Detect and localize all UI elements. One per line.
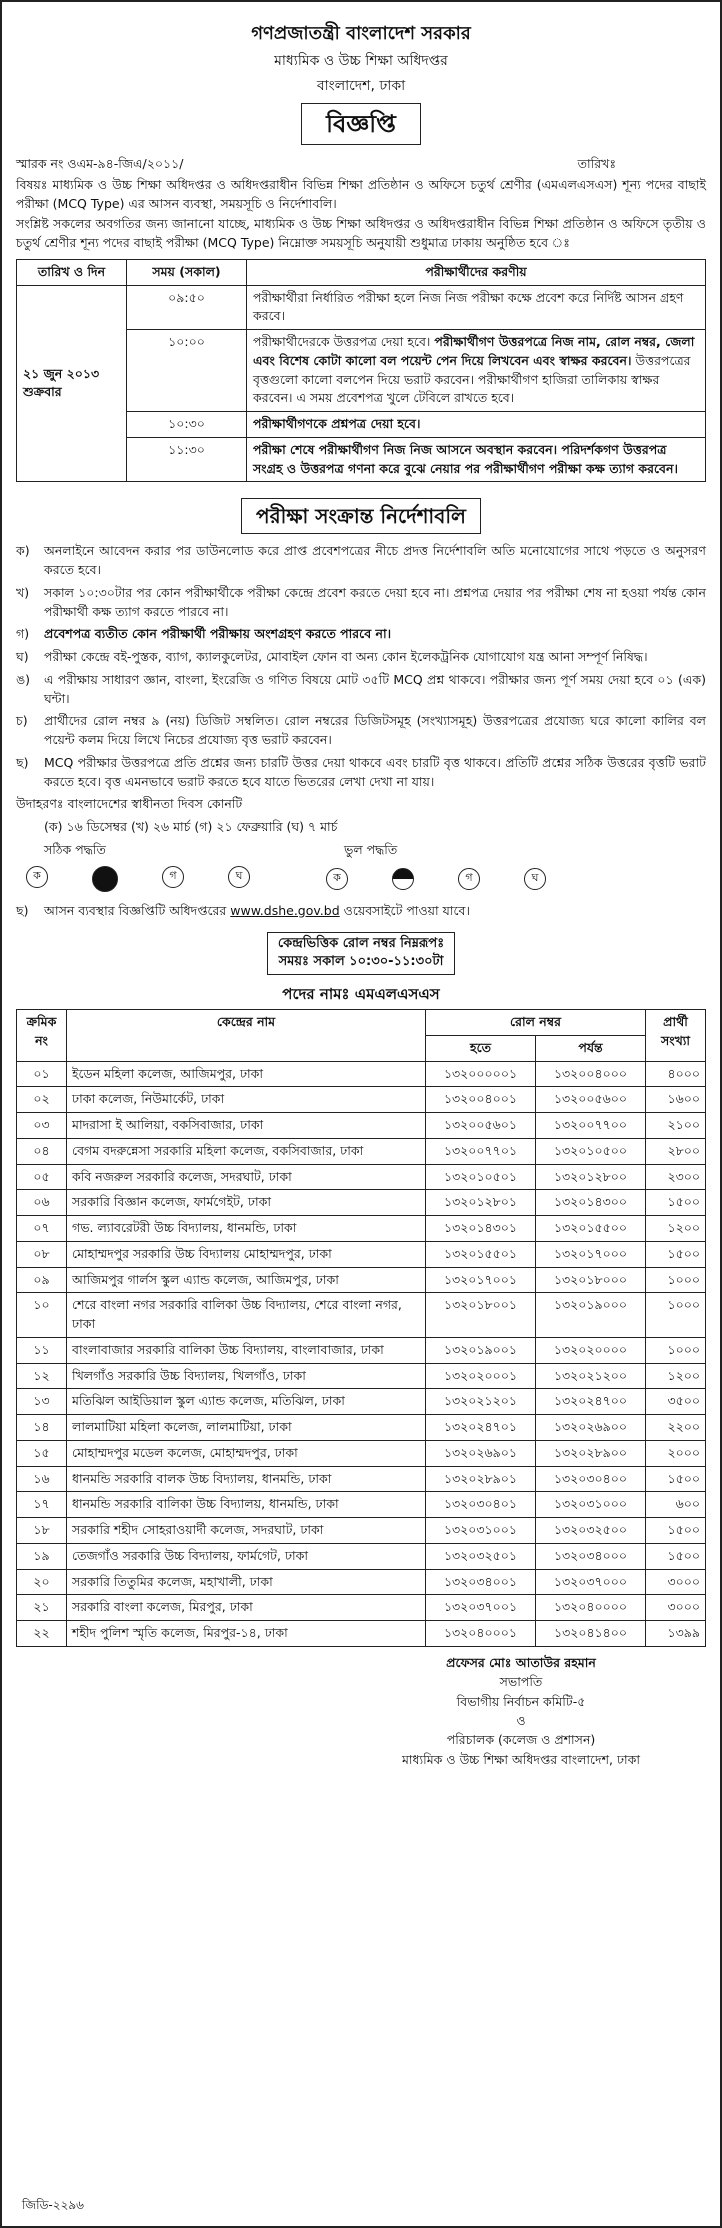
schedule-header-date: তারিখ ও দিন	[17, 259, 127, 285]
roll-center-name: শেরে বাংলা নগর সরকারি বালিকা উচ্চ বিদ্যালয়, শেরে বাংলা নগর, ঢাকা	[67, 1293, 426, 1338]
roll-count: ১৫০০	[646, 1543, 706, 1569]
roll-center-name: মোহাম্মদপুর মডেল কলেজ, মোহাম্মদপুর, ঢাকা	[67, 1440, 426, 1466]
bubble-gha: ঘ	[228, 866, 250, 888]
instruction-key: ঘ)	[16, 649, 29, 664]
roll-from: ১৩২০২৮৯০১	[426, 1466, 536, 1492]
roll-center-name: কবি নজরুল সরকারি কলেজ, সদরঘাট, ঢাকা	[67, 1164, 426, 1190]
roll-from: ১৩২০২০০০১	[426, 1363, 536, 1389]
roll-serial: ০৩	[17, 1113, 67, 1139]
roll-serial: ১১	[17, 1337, 67, 1363]
roll-serial: ০১	[17, 1061, 67, 1087]
roll-center-name: খিলগাঁও সরকারি উচ্চ বিদ্যালয়, খিলগাঁও, ঢাকা	[67, 1363, 426, 1389]
roll-count: ৩০০০	[646, 1569, 706, 1595]
roll-center-name: তেজগাঁও সরকারি উচ্চ বিদ্যালয়, ফার্মগেট, ঢাকা	[67, 1543, 426, 1569]
signatory-role-3: পরিচালক (কলেজ ও প্রশাসন)	[446, 1732, 596, 1748]
roll-count: ১৬০০	[646, 1087, 706, 1113]
example-options: (ক) ১৬ ডিসেম্বর (খ) ২৬ মার্চ (গ) ২১ ফেব্রুয়ারি (ঘ) ৭ মার্চ	[44, 819, 338, 834]
roll-from: ১৩২০১৯০০১	[426, 1337, 536, 1363]
instruction-text: MCQ পরীক্ষার উত্তরপত্রে প্রতি প্রশ্নের জন্য চারটি উত্তর দেয়া থাকবে এবং চারটি বৃত্ত থাকবে। প্রতিটি প্রশ্নের সঠিক উত্তরের বৃত্তটি ভরাট করতে হবে। বৃত্ত এমনভাবে ভরাট করতে হবে যাতে ভিতরের লেখা দেখা না যায়।	[44, 754, 706, 789]
roll-count: ১৫০০	[646, 1466, 706, 1492]
roll-serial: ২১	[17, 1595, 67, 1621]
table-row	[17, 1363, 706, 1389]
gd-number: জিডি-২২৯৬	[22, 2198, 84, 2212]
instruction-key: ছ)	[16, 754, 29, 770]
roll-header-from: হতে	[426, 1035, 536, 1061]
roll-from: ১৩২০৩১০০১	[426, 1518, 536, 1544]
website-text-after: ওয়েবসাইটে পাওয়া যাবে।	[339, 902, 470, 918]
instruction-key: ঙ)	[16, 671, 31, 687]
schedule-header-action: পরীক্ষার্থীদের করণীয়	[247, 259, 706, 285]
table-row	[17, 1138, 706, 1164]
roll-to: ১৩২০৩০৪০০	[536, 1466, 646, 1492]
roll-from: ১৩২০০০০০১	[426, 1061, 536, 1087]
roll-from: ১৩২০৩০৪০১	[426, 1492, 536, 1518]
table-row	[17, 1087, 706, 1113]
post-name: পদের নামঃ এমএলএসএস	[282, 984, 440, 1003]
method-labels	[44, 841, 706, 860]
roll-serial: ০৭	[17, 1216, 67, 1242]
roll-count: ১৫০০	[646, 1241, 706, 1267]
roll-center-name: সরকারি বিজ্ঞান কলেজ, ফার্মগেইট, ঢাকা	[67, 1190, 426, 1216]
roll-from: ১৩২০২১২০১	[426, 1389, 536, 1415]
instruction-text: অনলাইনে আবেদন করার পর ডাউনলোড করে প্রাপ্ত প্রবেশপত্রের নীচে প্রদত্ত নির্দেশাবলি অতি মনোযোগের সাথে পড়তে ও অনুসরণ করতে হবে।	[44, 543, 706, 577]
roll-count: ১২০০	[646, 1363, 706, 1389]
table-row	[17, 1466, 706, 1492]
table-row	[17, 1164, 706, 1190]
roll-center-name: লালমাটিয়া মহিলা কলেজ, লালমাটিয়া, ঢাকা	[67, 1415, 426, 1441]
roll-count: ১৩৯৯	[646, 1621, 706, 1647]
department-name: মাধ্যমিক ও উচ্চ শিক্ষা অধিদপ্তর	[274, 53, 448, 69]
table-row	[17, 1621, 706, 1647]
bubble-ka: ক	[326, 868, 348, 890]
roll-to: ১৩২০২৮৯০০	[536, 1440, 646, 1466]
roll-serial: ১৫	[17, 1440, 67, 1466]
roll-to: ১৩২০০৭৭০০	[536, 1113, 646, 1139]
schedule-action: পরীক্ষা শেষে পরীক্ষার্থীগণ নিজ নিজ আসনে অবস্থান করবেন। পরিদর্শকগণ উত্তরপত্র সংগ্রহ ও উত্তরপত্র গণনা করে বুঝে নেয়ার পর পরীক্ষার্থীগণ পরীক্ষা কক্ষ ত্যাগ করবেন।	[247, 437, 706, 482]
schedule-action-bold: পরীক্ষার্থীগণ উত্তরপত্রে নিজ নাম, রোল নম্বর, জেলা এবং বিশেষ কোটা কালো বল পয়েন্ট পেন দিয়ে লিখবেন এবং স্বাক্ষর করবেন।	[253, 334, 695, 368]
instruction-item	[16, 902, 706, 921]
subject: বিষয়ঃ মাধ্যমিক ও উচ্চ শিক্ষা অধিদপ্তর ও অধিদপ্তরাধীন বিভিন্ন শিক্ষা প্রতিষ্ঠান ও অফিসে চতুর্থ শ্রেণীর (এমএলএসএস) শূন্য পদের বাছাই পরীক্ষা (MCQ Type) এর আসন ব্যবস্থা, সময়সূচি ও নির্দেশাবলি।	[16, 176, 706, 211]
roll-serial: ০৪	[17, 1138, 67, 1164]
table-row	[17, 1216, 706, 1242]
roll-from: ১৩২০০৪০০১	[426, 1087, 536, 1113]
government-name: গণপ্রজাতন্ত্রী বাংলাদেশ সরকার	[251, 23, 471, 44]
roll-serial: ১৮	[17, 1518, 67, 1544]
roll-center-name: ইডেন মহিলা কলেজ, আজিমপুর, ঢাকা	[67, 1061, 426, 1087]
roll-count: ২৩০০	[646, 1164, 706, 1190]
instruction-key: খ)	[16, 584, 30, 600]
example-label: উদাহরণঃ বাংলাদেশের স্বাধীনতা দিবস কোনটি	[16, 796, 243, 812]
bubble-gha: ঘ	[524, 868, 546, 890]
roll-from: ১৩২০১৮০০১	[426, 1293, 536, 1338]
intro-body: সংশ্লিষ্ট সকলের অবগতির জন্য জানানো যাচ্ছে, মাধ্যমিক ও উচ্চ শিক্ষা অধিদপ্তর ও অধিদপ্তরাধীন বিভিন্ন শিক্ষা প্রতিষ্ঠান ও অফিসে তৃতীয় ও চতুর্থ শ্রেণীর শূন্য পদের বাছাই পরীক্ষা (MCQ Type) নিম্নোক্ত সময়সূচি অনুযায়ী শুধুমাত্র ঢাকায় অনুষ্ঠিত হবে ঃ	[16, 216, 706, 250]
instruction-item	[16, 648, 706, 667]
table-row	[17, 1113, 706, 1139]
location: বাংলাদেশ, ঢাকা	[316, 78, 406, 94]
table-row	[17, 1337, 706, 1363]
schedule-time: ০৯:৫০	[127, 285, 247, 330]
roll-to: ১৩২০১৯০০০	[536, 1293, 646, 1338]
roll-from: ১৩২০১৪৩০১	[426, 1216, 536, 1242]
table-row	[17, 1061, 706, 1087]
table-row	[17, 1190, 706, 1216]
roll-serial: ০৫	[17, 1164, 67, 1190]
schedule-row	[17, 285, 706, 330]
roll-to: ১৩২০১২৮০০	[536, 1164, 646, 1190]
roll-serial: ১৩	[17, 1389, 67, 1415]
instruction-item	[16, 671, 706, 709]
roll-serial: ০৯	[17, 1267, 67, 1293]
instruction-text: প্রার্থীদের রোল নম্বর ৯ (নয়) ডিজিট সম্বলিত। রোল নম্বরের ডিজিটসমূহ (সংখ্যাসমূহ) উত্তরপত্রের প্রযোজ্য ঘরে কালো কালির বল পয়েন্ট কলম দিয়ে লিখে নিচের প্রযোজ্য বৃত্ত ভরাট করবেন।	[44, 713, 706, 747]
roll-header-serial: ক্রমিক নং	[17, 1010, 67, 1062]
signatory-name: প্রফেসর মোঃ আতাউর রহমান	[446, 1654, 596, 1670]
signatory-role-2: বিভাগীয় নির্বাচন কমিটি-৫	[456, 1693, 586, 1709]
wrong-method-label: ভুল পদ্ধতি	[344, 841, 398, 857]
bubble-half-filled	[392, 868, 414, 890]
memo-date: তারিখঃ	[577, 156, 616, 171]
instructions-list	[16, 542, 706, 920]
roll-center-name: শহীদ পুলিশ স্মৃতি কলেজ, মিরপুর-১৪, ঢাকা	[67, 1621, 426, 1647]
table-row	[17, 1293, 706, 1338]
roll-table-body	[17, 1061, 706, 1646]
roll-to: ১৩২০২০০০০	[536, 1337, 646, 1363]
roll-to: ১৩২০২৬৯০০	[536, 1415, 646, 1441]
bubble-ka: ক	[26, 866, 48, 888]
roll-serial: ১৪	[17, 1415, 67, 1441]
schedule-time: ১১:৩০	[127, 437, 247, 482]
roll-serial: ০২	[17, 1087, 67, 1113]
instruction-item	[16, 625, 706, 644]
roll-center-name: সরকারি তিতুমির কলেজ, মহাখালী, ঢাকা	[67, 1569, 426, 1595]
roll-center-name: ধানমন্ডি সরকারি বালক উচ্চ বিদ্যালয়, ধানমন্ডি, ঢাকা	[67, 1466, 426, 1492]
instruction-item	[16, 712, 706, 750]
schedule-action-part: উত্তরপত্রের বৃত্তগুলো কালো বলপেন দিয়ে ভরাট করবেন। পরীক্ষার্থীগণ হাজিরা তালিকায় স্বাক্ষর করবেন। এ সময় প্রবেশপত্র খুলে টেবিলে রাখতে হবে।	[253, 352, 691, 406]
roll-to: ১৩২০৩১০০০	[536, 1492, 646, 1518]
roll-center-name: ঢাকা কলেজ, নিউমার্কেট, ঢাকা	[67, 1087, 426, 1113]
schedule-date-cell	[17, 285, 127, 482]
instruction-text: প্রবেশপত্র ব্যতীত কোন পরীক্ষার্থী পরীক্ষায় অংশগ্রহণ করতে পারবে না।	[44, 626, 392, 642]
roll-count: ২৮০০	[646, 1138, 706, 1164]
roll-from: ১৩২০৩২৫০১	[426, 1543, 536, 1569]
instruction-key: ক)	[16, 543, 30, 559]
roll-from: ১৩২০৩৭০০১	[426, 1595, 536, 1621]
roll-serial: ০৮	[17, 1241, 67, 1267]
signature-block	[336, 1653, 706, 1769]
roll-count: ১২০০	[646, 1216, 706, 1242]
table-row	[17, 1569, 706, 1595]
wrong-bubbles	[326, 868, 546, 890]
roll-to: ১৩২০১৪৩০০	[536, 1190, 646, 1216]
roll-from: ১৩২০১২৮০১	[426, 1190, 536, 1216]
website-link[interactable]: www.dshe.gov.bd	[230, 902, 340, 918]
roll-to: ১৩২০০৫৬০০	[536, 1087, 646, 1113]
schedule-header-time: সময় (সকাল)	[127, 259, 247, 285]
table-row	[17, 1543, 706, 1569]
roll-center-name: মতিঝিল আইডিয়াল স্কুল এ্যান্ড কলেজ, মতিঝিল, ঢাকা	[67, 1389, 426, 1415]
instruction-key: ছ)	[16, 902, 29, 918]
roll-center-name: মোহাম্মদপুর সরকারি উচ্চ বিদ্যালয় মোহাম্মদপুর, ঢাকা	[67, 1241, 426, 1267]
table-row	[17, 1415, 706, 1441]
roll-header-count: প্রার্থী সংখ্যা	[646, 1010, 706, 1062]
roll-header-row	[17, 1010, 706, 1036]
schedule-time: ১০:৩০	[127, 412, 247, 438]
roll-from: ১৩২০০৭৭০১	[426, 1138, 536, 1164]
roll-to: ১৩২০১৮০০০	[536, 1267, 646, 1293]
roll-to: ১৩২০৪০০০০	[536, 1595, 646, 1621]
roll-serial: ১২	[17, 1363, 67, 1389]
roll-serial: ২২	[17, 1621, 67, 1647]
roll-serial: ১৭	[17, 1492, 67, 1518]
instruction-key: চ)	[16, 713, 28, 729]
roll-center-name: মাদরাসা ই আলিয়া, বকসিবাজার, ঢাকা	[67, 1113, 426, 1139]
bubble-examples	[26, 866, 706, 892]
roll-center-name: বাংলাবাজার সরকারি বালিকা উচ্চ বিদ্যালয়, বাংলাবাজার, ঢাকা	[67, 1337, 426, 1363]
signatory-role-4: মাধ্যমিক ও উচ্চ শিক্ষা অধিদপ্তর বাংলাদেশ, ঢাকা	[401, 1751, 641, 1767]
signatory-role-1: সভাপতি	[499, 1674, 543, 1690]
instruction-text: পরীক্ষা কেন্দ্রে বই-পুস্তক, ব্যাগ, ক্যালকুলেটর, মোবাইল ফোন বা অন্য কোন ইলেকট্রনিক যোগাযোগ যন্ত্র আনা সম্পূর্ণ নিষিদ্ধ।	[44, 649, 648, 664]
correct-bubbles	[26, 866, 326, 892]
schedule-time: ১০:০০	[127, 330, 247, 412]
roll-from: ১৩২০২৪৭০১	[426, 1415, 536, 1441]
table-row	[17, 1492, 706, 1518]
instruction-item	[16, 542, 706, 580]
roll-serial: ১৯	[17, 1543, 67, 1569]
roll-to: ১৩২০১০৫০০	[536, 1138, 646, 1164]
roll-count: ৬০০	[646, 1492, 706, 1518]
roll-to: ১৩২০৪১৪০০	[536, 1621, 646, 1647]
roll-count: ১০০০	[646, 1293, 706, 1338]
bubble-ga: গ	[162, 866, 184, 888]
memo-line	[16, 155, 706, 174]
roll-center-name: সরকারি শহীদ সোহরাওয়ার্দী কলেজ, সদরঘাট, ঢাকা	[67, 1518, 426, 1544]
signatory-and: ও	[516, 1713, 526, 1728]
roll-center-name: আজিমপুর গার্লস স্কুল এ্যান্ড কলেজ, আজিমপুর, ঢাকা	[67, 1267, 426, 1293]
roll-serial: ১৬	[17, 1466, 67, 1492]
schedule-day: শুক্রবার	[23, 384, 62, 400]
roll-from: ১৩২০৩৪০০১	[426, 1569, 536, 1595]
roll-count: ৩৫০০	[646, 1389, 706, 1415]
roll-count: ২১০০	[646, 1113, 706, 1139]
roll-serial: ২০	[17, 1569, 67, 1595]
roll-info-time: সময়ঃ সকাল ১০:৩০-১১:৩০টা	[278, 954, 444, 970]
bubble-filled	[92, 866, 118, 892]
roll-center-name: বেগম বদরুন্নেসা সরকারি মহিলা কলেজ, বকসিবাজার, ঢাকা	[67, 1138, 426, 1164]
roll-center-name: সরকারি বাংলা কলেজ, মিরপুর, ঢাকা	[67, 1595, 426, 1621]
memo-number: স্মারক নং ওএম-৯৪-জিএ/২০১১/	[16, 156, 184, 171]
schedule-header-row	[17, 259, 706, 285]
roll-count: ১৫০০	[646, 1518, 706, 1544]
roll-from: ১৩২০৪০০০১	[426, 1621, 536, 1647]
roll-serial: ১০	[17, 1293, 67, 1338]
roll-count: ৩০০০	[646, 1595, 706, 1621]
table-row	[17, 1241, 706, 1267]
roll-to: ১৩২০২১২০০	[536, 1363, 646, 1389]
roll-count: ১০০০	[646, 1267, 706, 1293]
table-row	[17, 1440, 706, 1466]
roll-count: ১০০০	[646, 1337, 706, 1363]
roll-serial: ০৬	[17, 1190, 67, 1216]
bubble-ga: গ	[458, 868, 480, 890]
roll-from: ১৩২০০৫৬০১	[426, 1113, 536, 1139]
website-text-before: আসন ব্যবস্থার বিজ্ঞপ্তিটি অধিদপ্তরের	[44, 902, 231, 918]
roll-from: ১৩২০১০৫০১	[426, 1164, 536, 1190]
instruction-text: সকাল ১০:৩০টার পর কোন পরীক্ষার্থীকে পরীক্ষা কেন্দ্রে প্রবেশ করতে দেয়া হবে না। প্রশ্নপত্র দেয়ার পর পরীক্ষা শেষ না হওয়া পর্যন্ত কোন পরীক্ষার্থী কক্ষ ত্যাগ করতে পারবে না।	[44, 584, 706, 619]
roll-to: ১৩২০২৪৭০০	[536, 1389, 646, 1415]
roll-from: ১৩২০২৬৯০১	[426, 1440, 536, 1466]
instruction-key: গ)	[16, 626, 30, 642]
roll-count: ২২০০	[646, 1415, 706, 1441]
table-row	[17, 1518, 706, 1544]
instruction-text	[44, 902, 706, 921]
instruction-text: এ পরীক্ষায় সাধারণ জ্ঞান, বাংলা, ইংরেজি ও গণিত বিষয়ে মোট ৩৫টি MCQ প্রশ্ন থাকবে। পরীক্ষার জন্য পূর্ণ সময় দেয়া হবে ০১ (এক) ঘন্টা।	[44, 671, 706, 706]
header	[16, 20, 706, 145]
instructions-title: পরীক্ষা সংক্রান্ত নির্দেশাবলি	[241, 498, 481, 534]
roll-info-title: কেন্দ্রভিত্তিক রোল নম্বর নিম্নরূপঃ	[277, 936, 445, 952]
roll-center-name: গভ. ল্যাবরেটরী উচ্চ বিদ্যালয়, ধানমন্ডি, ঢাকা	[67, 1216, 426, 1242]
correct-method-label: সঠিক পদ্ধতি	[44, 841, 106, 857]
roll-to: ১৩২০১৫৫০০	[536, 1216, 646, 1242]
roll-info-box	[267, 932, 455, 974]
roll-header-to: পর্যন্ত	[536, 1035, 646, 1061]
roll-header-center: কেন্দ্রের নাম	[67, 1010, 426, 1062]
roll-to: ১৩২০৩৭০০০	[536, 1569, 646, 1595]
roll-to: ১৩২০১৭০০০	[536, 1241, 646, 1267]
roll-center-name: ধানমন্ডি সরকারি বালিকা উচ্চ বিদ্যালয়, ধানমন্ডি, ঢাকা	[67, 1492, 426, 1518]
instruction-item	[16, 584, 706, 622]
roll-count: ১৫০০	[646, 1190, 706, 1216]
schedule-action: পরীক্ষার্থীগণকে প্রশ্নপত্র দেয়া হবে।	[247, 412, 706, 438]
roll-from: ১৩২০১৭০০১	[426, 1267, 536, 1293]
roll-to: ১৩২০০৪০০০	[536, 1061, 646, 1087]
roll-from: ১৩২০১৫৫০১	[426, 1241, 536, 1267]
schedule-action	[247, 330, 706, 412]
roll-to: ১৩২০৩৪০০০	[536, 1543, 646, 1569]
schedule-action-part: পরীক্ষার্থীদেরকে উত্তরপত্র দেয়া হবে।	[253, 334, 435, 349]
roll-table	[16, 1009, 706, 1647]
roll-count: ৪০০০	[646, 1061, 706, 1087]
schedule-table	[16, 259, 706, 483]
schedule-action: পরীক্ষার্থীরা নির্ধারিত পরীক্ষা হলে নিজ নিজ পরীক্ষা কক্ষে প্রবেশ করে নির্দিষ্ট আসন গ্রহণ করবে।	[247, 285, 706, 330]
instruction-item	[16, 754, 706, 792]
notice-title: বিজ্ঞপ্তি	[301, 103, 421, 145]
table-row	[17, 1267, 706, 1293]
schedule-date: ২১ জুন ২০১৩	[23, 365, 100, 381]
roll-count: ২০০০	[646, 1440, 706, 1466]
roll-header-roll: রোল নম্বর	[426, 1010, 646, 1036]
roll-to: ১৩২০৩২৫০০	[536, 1518, 646, 1544]
table-row	[17, 1595, 706, 1621]
table-row	[17, 1389, 706, 1415]
